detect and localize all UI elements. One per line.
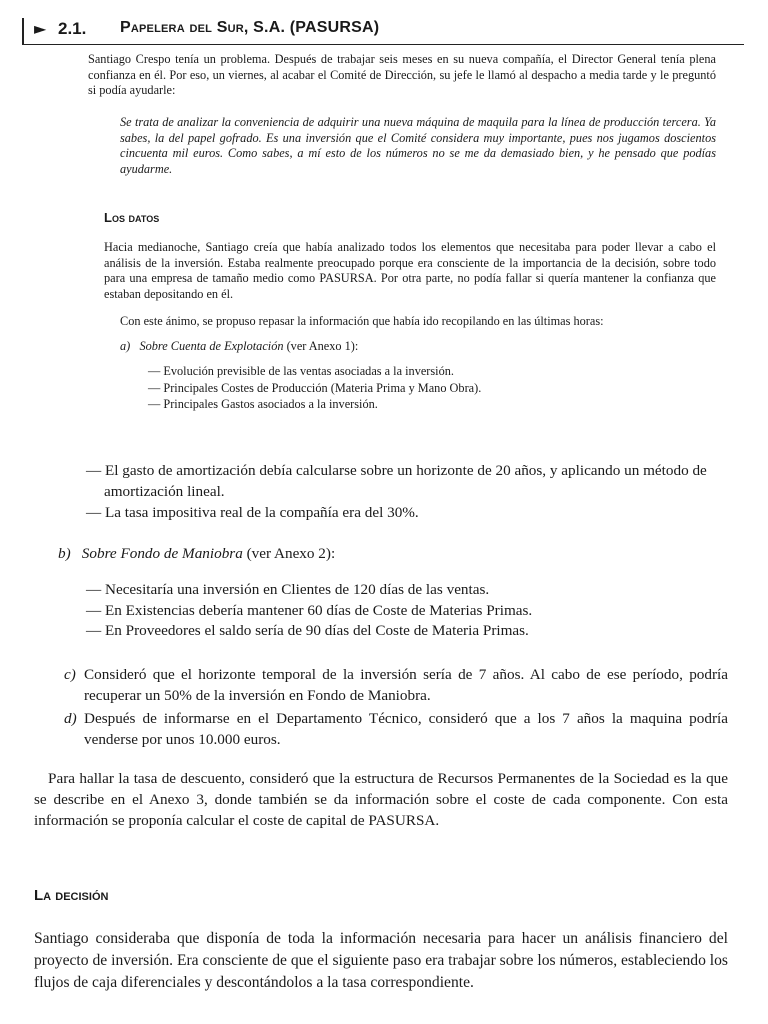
datos-paragraph-2: Con este ánimo, se propuso repasar la información que había ido recopilando en las últimas horas:: [120, 314, 604, 328]
section-number: 2.1.: [58, 19, 87, 38]
item-a-more: [86, 460, 726, 523]
list-item: — La tasa impositiva real de la compañía era del 30%.: [86, 504, 419, 521]
section-header: [22, 18, 744, 45]
item-d-label: d): [64, 710, 77, 727]
datos-paragraph-3: Para hallar la tasa de descuento, consideró que la estructura de Recursos Permanentes de la Sociedad es la que se describe en el Anexo 3, donde también se da información sobre el coste de cada componente. Con esta información se proponía calcular el coste de capital de PASURSA.: [34, 770, 728, 829]
item-c-text: Consideró que el horizonte temporal de la inversión sería de 7 años. Al cabo de ese período, podría recuperar un 50% de la inversión en Fondo de Maniobra.: [84, 666, 728, 704]
item-b-bullets: [86, 580, 726, 642]
list-item: — En Proveedores el saldo sería de 90 días del Coste de Materia Primas.: [86, 622, 529, 639]
item-b-ref: (ver Anexo 2):: [246, 545, 336, 562]
item-a-title: Sobre Cuenta de Explotación: [139, 339, 284, 353]
decision-paragraph: Santiago consideraba que disponía de toda la información necesaria para hacer un análisis financiero del proyecto de inversión. Era consciente de que el siguiente paso era trabajar sobre los números, estableciendo los flujos de caja diferenciales y descontándolos a la tasa correspondiente.: [34, 930, 728, 991]
section-title: Papelera del Sur, S.A. (PASURSA): [120, 19, 380, 36]
intro-paragraph: Santiago Crespo tenía un problema. Después de trabajar seis meses en su nueva compañía, el Director General tenía plena confianza en él. Por eso, un viernes, al acabar el Comité de Dirección, su jefe le llamó al despacho a media tarde y le preguntó si podía ayudarle:: [88, 52, 716, 98]
list-item: — En Existencias debería mantener 60 días de Coste de Materias Primas.: [86, 601, 533, 619]
intro-quote: Se trata de analizar la conveniencia de adquirir una nueva máquina de maquila para la línea de producción tercera. Ya sabes, la del papel gofrado. Es una inversión que el Comité considera muy importante, pues nos jugamos doscientos cincuenta mil euros. Como sabes, a mí esto de los números no se me da demasiado bien, y he pensado que podías ayudarme.: [120, 115, 716, 176]
decision-heading: La decisión: [34, 887, 109, 904]
arrow-right-icon: ►: [34, 19, 47, 38]
datos-paragraph-1: Hacia medianoche, Santiago creía que había analizado todos los elementos que necesitaba para poder llevar a cabo el análisis de la inversión. Estaba realmente preocupado porque era consciente de la importancia de la decisión, sobre todo para una empresa de tamaño medio como PASURSA. Por otra parte, no podía fallar si quería mantener la confianza que estaban depositando en él.: [104, 240, 716, 301]
list-item: — Principales Gastos asociados a la inversión.: [148, 397, 378, 411]
list-item: — El gasto de amortización debía calcularse sobre un horizonte de 20 años, y aplicando un método de amortización lineal.: [86, 462, 707, 500]
list-item: — Necesitaría una inversión en Clientes de 120 días de las ventas.: [86, 581, 490, 598]
item-b: [58, 543, 718, 564]
item-c-label: c): [64, 666, 76, 683]
datos-heading: Los datos: [104, 210, 160, 225]
item-a-label: a): [120, 339, 131, 353]
list-item: — Evolución previsible de las ventas asociadas a la inversión.: [148, 364, 454, 378]
item-a-bullets: [148, 363, 718, 413]
item-a: [120, 339, 720, 355]
item-a-ref: (ver Anexo 1):: [286, 339, 359, 353]
item-b-label: b): [58, 545, 71, 562]
item-c: [64, 664, 728, 706]
item-d: [64, 708, 728, 750]
item-b-title: Sobre Fondo de Maniobra: [81, 545, 243, 562]
item-d-text: Después de informarse en el Departamento Técnico, consideró que a los 7 años la maquina podría venderse por unos 10.000 euros.: [84, 710, 728, 748]
list-item: — Principales Costes de Producción (Materia Prima y Mano Obra).: [148, 380, 482, 395]
